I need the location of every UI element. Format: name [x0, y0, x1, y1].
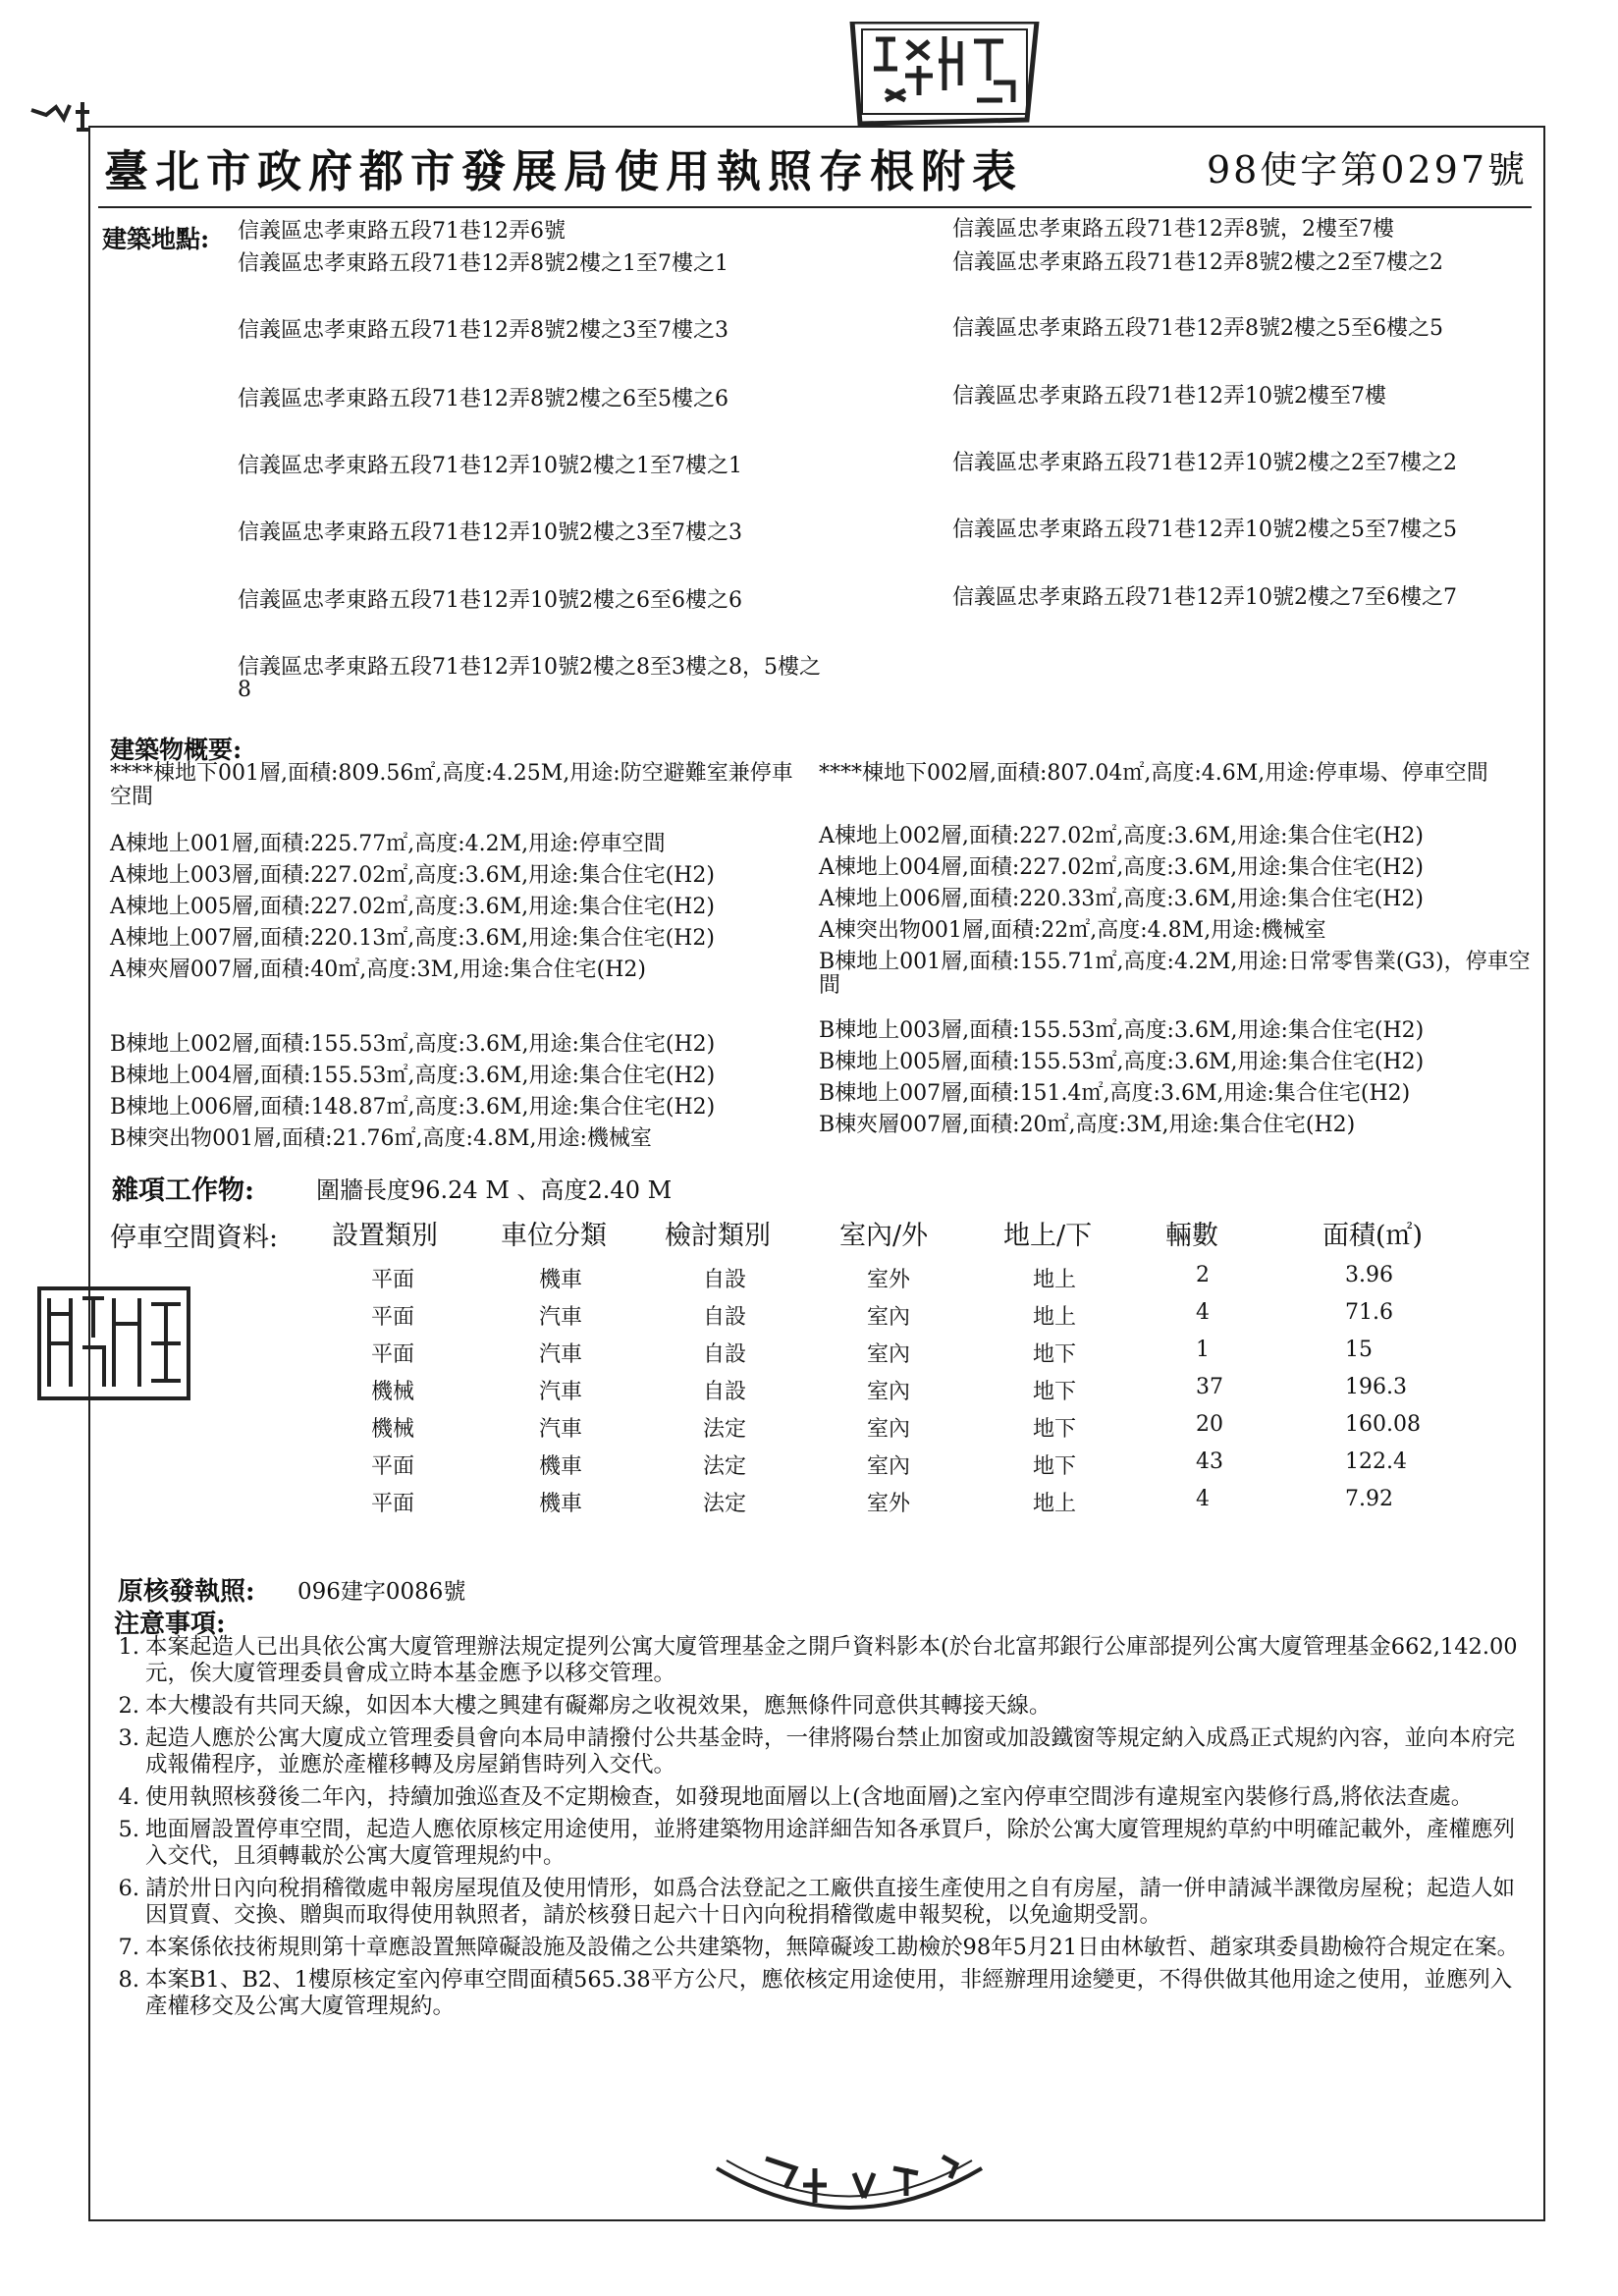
- original-permit-value: 096建字0086號: [297, 1579, 466, 1605]
- building-overview-right-2: A棟地上004層,面積:227.02㎡,高度:3.6M,用途:集合住宅(H2): [819, 855, 1424, 880]
- parking-cell-count: 4: [1196, 1300, 1210, 1325]
- building-overview-right-8: B棟地上007層,面積:151.4㎡,高度:3.6M,用途:集合住宅(H2): [819, 1081, 1411, 1106]
- parking-cell-indoor-outdoor: 室內: [867, 1454, 911, 1479]
- parking-cell-review-class: 自設: [703, 1268, 747, 1292]
- parking-cell-above-below: 地上: [1033, 1268, 1077, 1292]
- building-site-right-3: 信義區忠孝東路五段71巷12弄10號2樓至7樓: [952, 384, 1386, 409]
- parking-cell-review-class: 自設: [703, 1380, 747, 1404]
- building-overview-right-5: B棟地上001層,面積:155.71㎡,高度:4.2M,用途:日常零售業(G3)，停車空間: [819, 950, 1531, 998]
- building-site-label: 建築地點:: [102, 225, 210, 253]
- building-overview-left-7: B棟地上004層,面積:155.53㎡,高度:3.6M,用途:集合住宅(H2): [110, 1064, 716, 1088]
- parking-cell-above-below: 地下: [1033, 1454, 1077, 1479]
- building-overview-left-0: ****棟地下001層,面積:809.56㎡,高度:4.25M,用途:防空避難室兼停車空間: [110, 761, 793, 809]
- note-item: 4. 使用執照核發後二年內，持續加強巡查及不定期檢查，如發現地面層以上(含地面層)之室內停車空間涉有違規室內裝修行爲,將依法查處。: [118, 1784, 1474, 1810]
- parking-cell-space-class: 汽車: [539, 1417, 583, 1442]
- building-site-right-1: 信義區忠孝東路五段71巷12弄8號2樓之2至7樓之2: [952, 250, 1443, 275]
- building-overview-left-9: B棟突出物001層,面積:21.76㎡,高度:4.8M,用途:機械室: [110, 1126, 652, 1151]
- official-seal-bottom: [707, 2139, 992, 2227]
- building-overview-left-6: B棟地上002層,面積:155.53㎡,高度:3.6M,用途:集合住宅(H2): [110, 1032, 716, 1057]
- misc-works-value: 圍牆長度96.24 M 、高度2.40 M: [316, 1176, 673, 1204]
- parking-cell-count: 43: [1196, 1449, 1223, 1474]
- parking-cell-setup-type: 平面: [371, 1492, 415, 1516]
- parking-cell-count: 4: [1196, 1487, 1210, 1511]
- parking-cell-space-class: 汽車: [539, 1380, 583, 1404]
- building-site-left-2: 信義區忠孝東路五段71巷12弄8號2樓之3至7樓之3: [238, 318, 728, 343]
- note-item: 7. 本案係依技術規則第十章應設置無障礙設施及設備之公共建築物，無障礙竣工勘檢於98年5月21日由林敏哲、趙家琪委員勘檢符合規定在案。: [118, 1935, 1520, 1960]
- building-site-left-4: 信義區忠孝東路五段71巷12弄10號2樓之1至7樓之1: [238, 454, 742, 478]
- building-overview-label: 建築物概要:: [110, 736, 243, 764]
- parking-header-space-class: 車位分類: [501, 1221, 607, 1251]
- parking-cell-above-below: 地上: [1033, 1305, 1077, 1330]
- parking-cell-area: 160.08: [1345, 1412, 1421, 1437]
- parking-cell-indoor-outdoor: 室內: [867, 1305, 911, 1330]
- parking-cell-area: 196.3: [1345, 1375, 1407, 1399]
- parking-cell-count: 1: [1196, 1338, 1210, 1362]
- parking-cell-space-class: 汽車: [539, 1342, 583, 1367]
- misc-works-label: 雜項工作物:: [112, 1175, 254, 1206]
- building-site-left-3: 信義區忠孝東路五段71巷12弄8號2樓之6至5樓之6: [238, 387, 728, 411]
- note-item: 3. 起造人應於公寓大廈成立管理委員會向本局申請撥付公共基金時，一律將陽台禁止加窗或加設鐵窗等規定納入成爲正式規約內容，並向本府完成報備程序，並應於產權移轉及房屋銷售時列入交代。: [118, 1725, 1516, 1777]
- parking-cell-setup-type: 平面: [371, 1268, 415, 1292]
- note-item: 1. 本案起造人已出具依公寓大廈管理辦法規定提列公寓大廈管理基金之開戶資料影本(於台北富邦銀行公庫部提列公寓大廈管理基金662,142.00元，俟大廈管理委員會成立時本基金應予以移交管理。: [118, 1634, 1518, 1686]
- parking-cell-space-class: 汽車: [539, 1305, 583, 1330]
- parking-cell-review-class: 法定: [703, 1454, 747, 1479]
- parking-cell-space-class: 機車: [539, 1454, 583, 1479]
- parking-header-review-class: 檢討類別: [665, 1221, 771, 1251]
- document-header: [98, 128, 1532, 208]
- notes-label: 注意事項:: [114, 1610, 226, 1639]
- building-overview-left-1: A棟地上001層,面積:225.77㎡,高度:4.2M,用途:停車空間: [110, 832, 666, 856]
- parking-cell-area: 3.96: [1345, 1263, 1393, 1287]
- note-item: 6. 請於卅日內向稅捐稽徵處申報房屋現值及使用情形，如爲合法登記之工廠供直接生產使用之自有房屋，請一併申請減半課徵房屋稅；起造人如因買賣、交換、贈與而取得使用執照者，請於核發日起六十日內向稅捐稽徵處申報契稅，以免逾期受罰。: [118, 1876, 1516, 1928]
- parking-cell-area: 71.6: [1345, 1300, 1393, 1325]
- parking-header-above-below: 地上/下: [1003, 1221, 1093, 1251]
- parking-cell-count: 37: [1196, 1375, 1223, 1399]
- building-overview-right-1: A棟地上002層,面積:227.02㎡,高度:3.6M,用途:集合住宅(H2): [819, 824, 1424, 848]
- building-overview-right-6: B棟地上003層,面積:155.53㎡,高度:3.6M,用途:集合住宅(H2): [819, 1018, 1425, 1043]
- parking-cell-area: 122.4: [1345, 1449, 1407, 1474]
- parking-header-count: 輛數: [1165, 1221, 1218, 1251]
- parking-cell-area: 15: [1345, 1338, 1373, 1362]
- building-site-right-5: 信義區忠孝東路五段71巷12弄10號2樓之5至7樓之5: [952, 518, 1457, 542]
- official-seal-side: [35, 1285, 192, 1402]
- building-site-left-6: 信義區忠孝東路五段71巷12弄10號2樓之6至6樓之6: [238, 588, 742, 613]
- building-overview-right-7: B棟地上005層,面積:155.53㎡,高度:3.6M,用途:集合住宅(H2): [819, 1050, 1425, 1074]
- parking-cell-above-below: 地下: [1033, 1342, 1077, 1367]
- parking-cell-count: 2: [1196, 1263, 1210, 1287]
- notes-list: [118, 1634, 1532, 2026]
- parking-header-setup-type: 設置類別: [332, 1221, 438, 1251]
- building-site-left-5: 信義區忠孝東路五段71巷12弄10號2樓之3至7樓之3: [238, 520, 742, 545]
- parking-cell-indoor-outdoor: 室外: [867, 1268, 911, 1292]
- building-site-left-7: 信義區忠孝東路五段71巷12弄10號2樓之8至3樓之8，5樓之8: [238, 655, 821, 702]
- parking-cell-above-below: 地下: [1033, 1417, 1077, 1442]
- permit-number: 98使字第0297號: [1206, 148, 1528, 191]
- building-overview-right-9: B棟夾層007層,面積:20㎡,高度:3M,用途:集合住宅(H2): [819, 1113, 1356, 1137]
- parking-label: 停車空間資料:: [110, 1223, 279, 1253]
- document-title: 臺北市政府都市發展局使用執照存根附表: [104, 145, 1024, 197]
- building-site-left-1: 信義區忠孝東路五段71巷12弄8號2樓之1至7樓之1: [238, 251, 728, 276]
- parking-cell-indoor-outdoor: 室內: [867, 1417, 911, 1442]
- building-overview-right-0: ****棟地下002層,面積:807.04㎡,高度:4.6M,用途:停車場、停車空間: [819, 761, 1488, 786]
- building-overview-right-4: A棟突出物001層,面積:22㎡,高度:4.8M,用途:機械室: [819, 918, 1326, 943]
- building-site-right-0: 信義區忠孝東路五段71巷12弄8號，2樓至7樓: [952, 217, 1394, 242]
- note-item: 8. 本案B1、B2、1樓原核定室內停車空間面積565.38平方公尺，應依核定用途使用，非經辦理用途變更，不得供做其他用途之使用，並應列入產權移交及公寓大廈管理規約。: [118, 1967, 1513, 2019]
- note-item: 2. 本大樓設有共同天線，如因本大樓之興建有礙鄰房之收視效果，應無條件同意供其轉接天線。: [118, 1693, 1052, 1719]
- building-overview-right-3: A棟地上006層,面積:220.33㎡,高度:3.6M,用途:集合住宅(H2): [819, 887, 1424, 911]
- parking-cell-area: 7.92: [1345, 1487, 1393, 1511]
- building-overview-left-8: B棟地上006層,面積:148.87㎡,高度:3.6M,用途:集合住宅(H2): [110, 1095, 716, 1120]
- parking-cell-review-class: 自設: [703, 1342, 747, 1367]
- parking-cell-indoor-outdoor: 室內: [867, 1342, 911, 1367]
- parking-cell-above-below: 地下: [1033, 1380, 1077, 1404]
- building-site-right-6: 信義區忠孝東路五段71巷12弄10號2樓之7至6樓之7: [952, 585, 1457, 610]
- building-overview-left-5: A棟夾層007層,面積:40㎡,高度:3M,用途:集合住宅(H2): [110, 957, 646, 982]
- parking-cell-setup-type: 機械: [371, 1417, 415, 1442]
- parking-cell-review-class: 法定: [703, 1417, 747, 1442]
- parking-cell-setup-type: 平面: [371, 1454, 415, 1479]
- parking-cell-setup-type: 機械: [371, 1380, 415, 1404]
- building-site-left-0: 信義區忠孝東路五段71巷12弄6號: [238, 219, 566, 244]
- parking-cell-indoor-outdoor: 室內: [867, 1380, 911, 1404]
- parking-cell-count: 20: [1196, 1412, 1223, 1437]
- parking-cell-setup-type: 平面: [371, 1305, 415, 1330]
- building-overview-left-2: A棟地上003層,面積:227.02㎡,高度:3.6M,用途:集合住宅(H2): [110, 863, 715, 888]
- parking-header-indoor-outdoor: 室內/外: [839, 1221, 929, 1251]
- parking-cell-review-class: 法定: [703, 1492, 747, 1516]
- parking-header-area: 面積(㎡): [1322, 1221, 1424, 1251]
- parking-cell-indoor-outdoor: 室外: [867, 1492, 911, 1516]
- building-overview-left-4: A棟地上007層,面積:220.13㎡,高度:3.6M,用途:集合住宅(H2): [110, 926, 715, 951]
- official-seal-top: [846, 22, 1043, 128]
- parking-cell-above-below: 地上: [1033, 1492, 1077, 1516]
- building-overview-left-3: A棟地上005層,面積:227.02㎡,高度:3.6M,用途:集合住宅(H2): [110, 895, 715, 919]
- parking-cell-setup-type: 平面: [371, 1342, 415, 1367]
- parking-cell-space-class: 機車: [539, 1268, 583, 1292]
- parking-cell-space-class: 機車: [539, 1492, 583, 1516]
- note-item: 5. 地面層設置停車空間，起造人應依原核定用途使用，並將建築物用途詳細告知各承買戶，除於公寓大廈管理規約草約中明確記載外，產權應列入交代，且須轉載於公寓大廈管理規約中。: [118, 1817, 1516, 1869]
- parking-cell-review-class: 自設: [703, 1305, 747, 1330]
- original-permit-label: 原核發執照:: [118, 1577, 255, 1607]
- building-site-right-2: 信義區忠孝東路五段71巷12弄8號2樓之5至6樓之5: [952, 316, 1443, 341]
- building-site-right-4: 信義區忠孝東路五段71巷12弄10號2樓之2至7樓之2: [952, 451, 1457, 475]
